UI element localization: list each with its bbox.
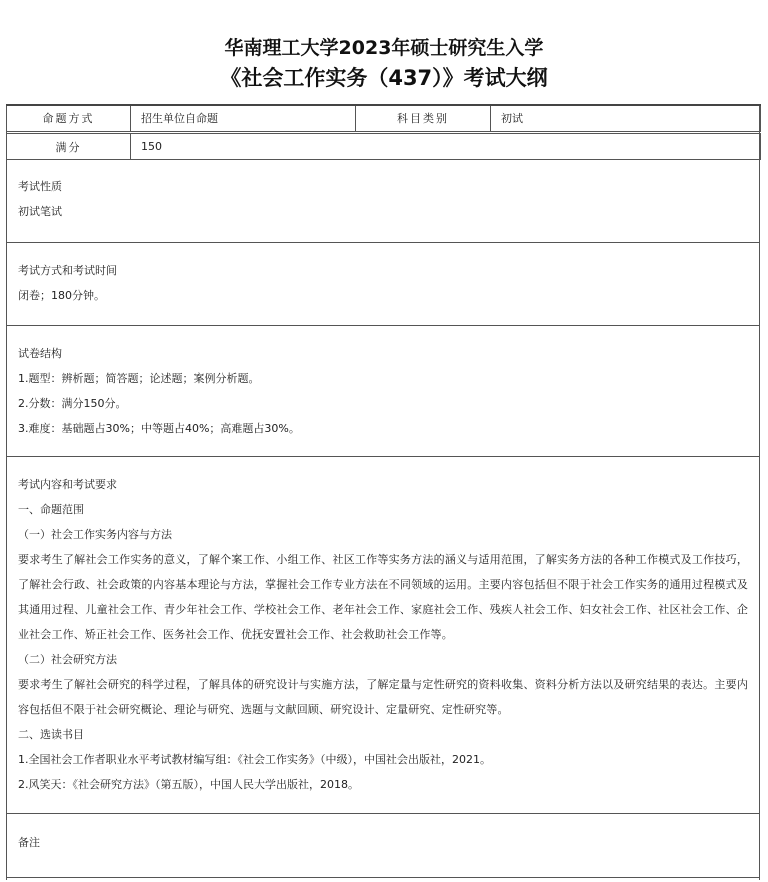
- structure-item: 1.题型：辨析题；简答题；论述题；案例分析题。: [18, 372, 260, 385]
- info-row-2: [6, 133, 761, 160]
- section-remarks: [7, 814, 759, 878]
- score-label: 满分: [7, 134, 131, 160]
- mode-label: 命题方式: [7, 105, 131, 131]
- sub1-heading: （一）社会工作实务内容与方法: [18, 528, 172, 541]
- category-label: 科目类别: [356, 105, 491, 131]
- nature-heading: 考试性质: [18, 180, 62, 193]
- section-nature: [7, 159, 759, 243]
- score-value: 150: [131, 134, 761, 160]
- book-item: 1.全国社会工作者职业水平考试教材编写组：《社会工作实务》（中级），中国社会出版社，2021。: [18, 753, 491, 766]
- sub1-text: 要求考生了解社会工作实务的意义，了解个案工作、小组工作、社区工作等实务方法的涵义与适用范围，了解实务方法的各种工作模式及工作技巧，了解社会行政、社会政策的内容基本理论与方法，掌握社会工作专业方法在不同领域的运用。主要内容包括但不限于社会工作实务的通用过程模式及其通用过程、儿童社会工作、青少年社会工作、学校社会工作、老年社会工作、家庭社会工作、残疾人社会工作、妇女社会工作、社区社会工作、企业社会工作、矫正社会工作、医务社会工作、优抚安置社会工作、社会救助社会工作等。: [18, 553, 748, 641]
- structure-heading: 试卷结构: [18, 347, 62, 360]
- section-content: [7, 457, 759, 814]
- content-heading: 考试内容和考试要求: [18, 478, 117, 491]
- structure-item: 2.分数：满分150分。: [18, 397, 127, 410]
- method-heading: 考试方式和考试时间: [18, 264, 117, 277]
- nature-text: 初试笔试: [18, 205, 62, 218]
- category-value: 初试: [491, 105, 761, 131]
- page-title-line2: 《社会工作实务（437）》考试大纲: [220, 66, 548, 90]
- page-title-line1: 华南理工大学2023年硕士研究生入学: [224, 37, 544, 59]
- structure-item: 3.难度：基础题占30%；中等题占40%；高难题占30%。: [18, 422, 300, 435]
- section-structure: [7, 326, 759, 457]
- book-item: 2.风笑天：《社会研究方法》（第五版），中国人民大学出版社，2018。: [18, 778, 359, 791]
- sub2-text: 要求考生了解社会研究的科学过程，了解具体的研究设计与实施方法，了解定量与定性研究的资料收集、资料分析方法以及研究结果的表达。主要内容包括但不限于社会研究概论、理论与研究、选题与文献回顾、研究设计、定量研究、定性研究等。: [18, 678, 748, 716]
- mode-value: 招生单位自命题: [131, 105, 356, 131]
- info-row-1: [6, 104, 761, 132]
- section-method: [7, 243, 759, 326]
- remarks-heading: 备注: [18, 836, 40, 849]
- sub2-heading: （二）社会研究方法: [18, 653, 117, 666]
- method-text: 闭卷；180分钟。: [18, 289, 105, 302]
- part2-heading: 二、选读书目: [18, 728, 84, 741]
- part1-heading: 一、命题范围: [18, 503, 84, 516]
